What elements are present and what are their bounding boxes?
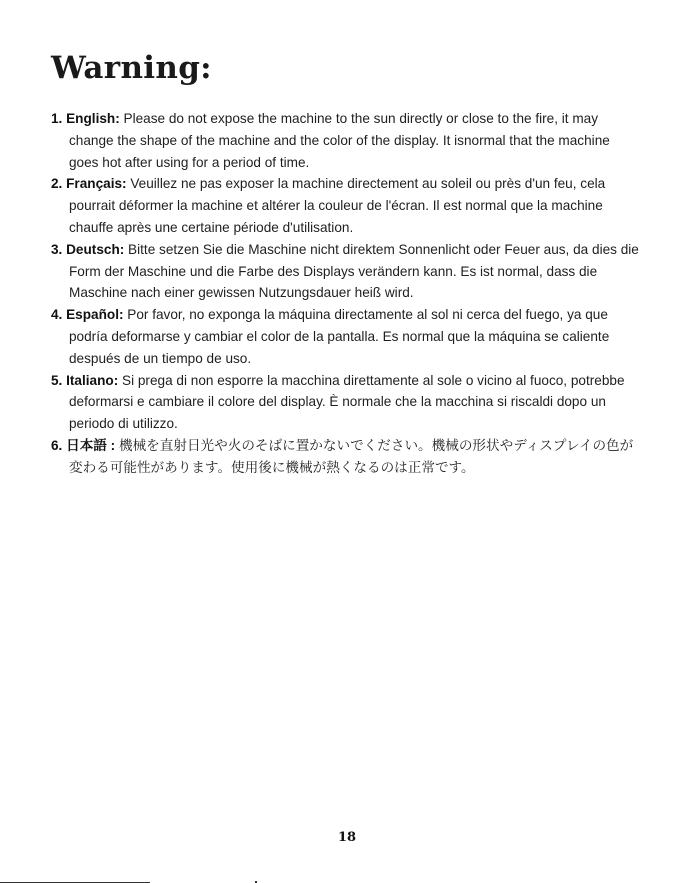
warning-item-german bbox=[51, 239, 643, 304]
warning-item-italian bbox=[51, 370, 643, 435]
warning-item-french bbox=[51, 173, 643, 238]
language-label: 5. Italiano: bbox=[51, 372, 119, 388]
warning-text: 機械を直射日光や火のそばに置かないでください。機械の形状やディスプレイの色が変わる可能性があります。使用後に機械が熱くなるのは正常です。 bbox=[69, 437, 634, 475]
language-label: 1. English: bbox=[51, 111, 120, 126]
language-label: 6. 日本語 : bbox=[51, 437, 116, 453]
language-label: 4. Español: bbox=[51, 307, 124, 323]
warning-text: Si prega di non esporre la macchina direttamente al sole o vicino al fuoco, potrebbe deformarsi e cambiare il colore del display. È normale che la macchina si riscaldi dopo un periodo di utilizzo. bbox=[69, 372, 625, 432]
page-number: 18 bbox=[337, 830, 357, 845]
warning-text: Bitte setzen Sie die Maschine nicht direktem Sonnenlicht oder Feuer aus, da dies die Form der Maschine und die Farbe des Displays verändern kann. Es ist normal, dass die Maschine nach einer gewissen Nutzungsdauer heiß wird. bbox=[69, 241, 639, 301]
warning-item-english bbox=[51, 108, 643, 173]
warning-text: Veuillez ne pas exposer la machine directement au soleil ou près d'un feu, cela pourrait déformer la machine et altérer la couleur de l'écran. Il est normal que la machine chauffe après une certaine période d'utilisation. bbox=[69, 176, 606, 235]
page-title: Warning: bbox=[51, 50, 212, 86]
language-label: 3. Deutsch: bbox=[51, 241, 125, 257]
language-label: 2. Français: bbox=[51, 176, 127, 192]
warning-list bbox=[51, 108, 643, 479]
warning-item-spanish bbox=[51, 304, 643, 369]
warning-text: Please do not expose the machine to the sun directly or close to the fire, it may change the shape of the machine and the color of the display. It isnormal that the machine goes hot after using for a period of time. bbox=[69, 111, 610, 170]
warning-item-japanese bbox=[51, 435, 643, 479]
warning-text: Por favor, no exponga la máquina directamente al sol ni cerca del fuego, ya que podría deformarse y cambiar el color de la pantalla. Es normal que la máquina se caliente después de un tiempo de uso. bbox=[69, 307, 610, 366]
